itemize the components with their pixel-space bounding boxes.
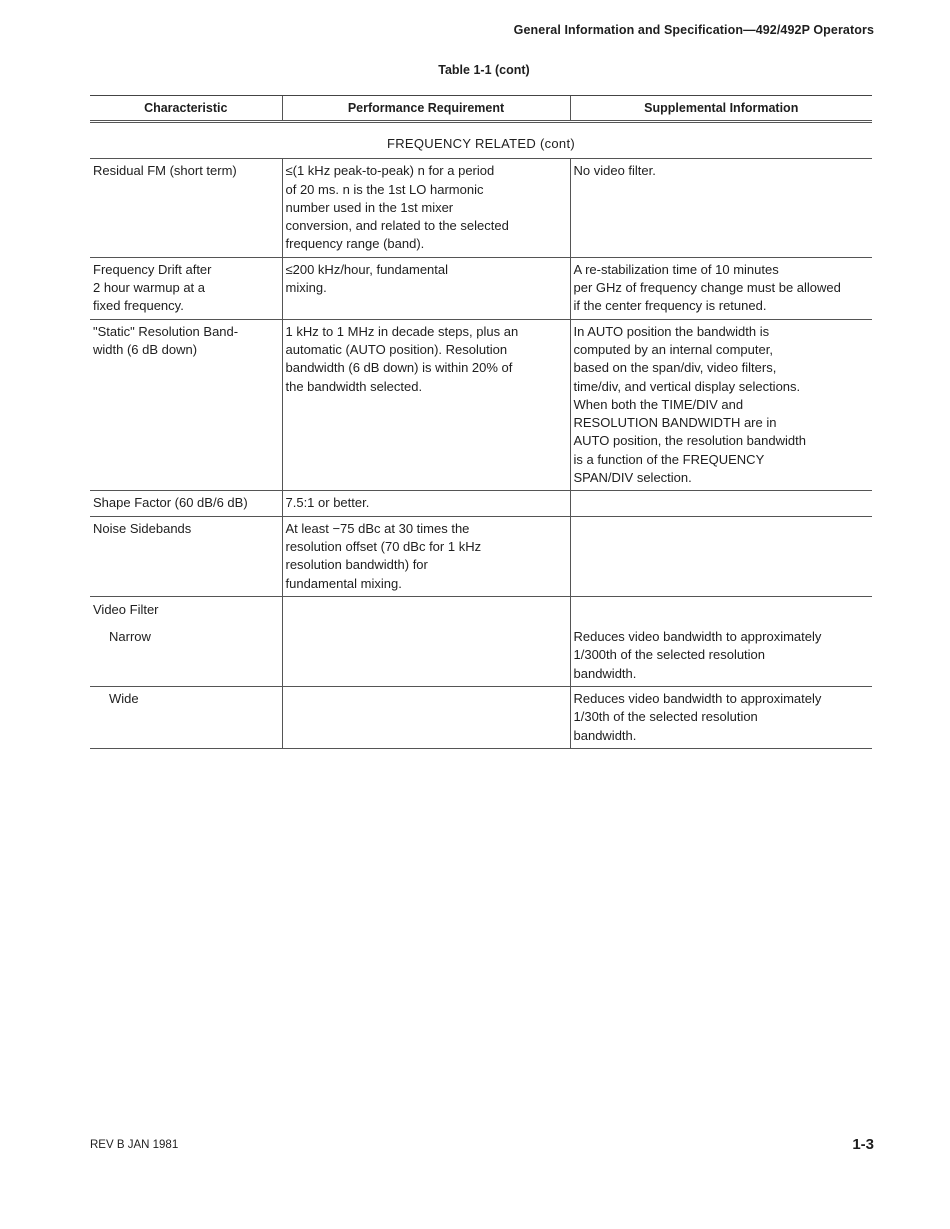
running-header: General Information and Specification—492/492P Operators [513, 23, 874, 37]
supplemental-cell: Reduces video bandwidth to approximately 1/30th of the selected resolution bandwidth. [570, 687, 872, 749]
characteristic-cell: Video Filter [93, 601, 159, 617]
table-row [90, 257, 872, 319]
performance-cell: 1 kHz to 1 MHz in decade steps, plus an automatic (AUTO position). Resolution bandwidth (6 dB down) is within 20% of the bandwidth selected. [282, 319, 570, 491]
supplemental-cell: No video filter. [570, 159, 872, 257]
characteristic-cell: Residual FM (short term) [90, 159, 282, 257]
supplemental-cell: Reduces video bandwidth to approximately 1/300th of the selected resolution bandwidth. [570, 625, 872, 686]
column-header-supplemental: Supplemental Information [570, 96, 872, 122]
section-heading: FREQUENCY RELATED (cont) [90, 122, 872, 159]
table-row [90, 319, 872, 491]
table-row [90, 625, 872, 686]
table-row [90, 516, 872, 596]
column-header-performance: Performance Requirement [282, 96, 570, 122]
performance-cell: ≤200 kHz/hour, fundamental mixing. [282, 257, 570, 319]
table-row [90, 491, 872, 516]
characteristic-cell: Frequency Drift after 2 hour warmup at a fixed frequency. [90, 257, 282, 319]
performance-cell: 7.5:1 or better. [282, 491, 570, 516]
supplemental-cell: A re-stabilization time of 10 minutes per GHz of frequency change must be allowed if the center frequency is retuned. [570, 257, 872, 319]
table-title: Table 1-1 (cont) [438, 63, 530, 77]
supplemental-cell [570, 516, 872, 596]
performance-cell [282, 625, 570, 686]
table-header-row [90, 96, 872, 122]
supplemental-cell: In AUTO position the bandwidth is computed by an internal computer, based on the span/div, video filters, time/div, and vertical display selections. When both the TIME/DIV and RESOLUTION BANDWIDTH are in AUTO position, the resolution bandwidth is a function of the FREQUENCY SPAN/DIV selection. [570, 319, 872, 491]
table-row [90, 159, 872, 257]
revision-footer: REV B JAN 1981 [90, 1139, 179, 1151]
table-row [90, 687, 872, 749]
performance-cell [282, 687, 570, 749]
characteristic-cell: Wide [90, 687, 282, 749]
characteristic-cell: "Static" Resolution Band- width (6 dB down) [90, 319, 282, 491]
characteristic-cell: Narrow [90, 625, 282, 686]
performance-cell: ≤(1 kHz peak-to-peak) n for a period of 20 ms. n is the 1st LO harmonic number used in the 1st mixer conversion, and related to the selected frequency range (band). [282, 159, 570, 257]
section-heading-row [90, 122, 872, 159]
characteristic-cell: Shape Factor (60 dB/6 dB) [90, 491, 282, 516]
performance-cell: At least −75 dBc at 30 times the resolution offset (70 dBc for 1 kHz resolution bandwidth) for fundamental mixing. [282, 516, 570, 596]
specification-table [90, 95, 872, 749]
performance-cell [282, 596, 570, 625]
supplemental-cell [570, 596, 872, 625]
video-filter-group-row [90, 596, 872, 625]
page-number: 1-3 [852, 1136, 874, 1153]
column-header-characteristic: Characteristic [90, 96, 282, 122]
supplemental-cell [570, 491, 872, 516]
characteristic-cell: Noise Sidebands [90, 516, 282, 596]
